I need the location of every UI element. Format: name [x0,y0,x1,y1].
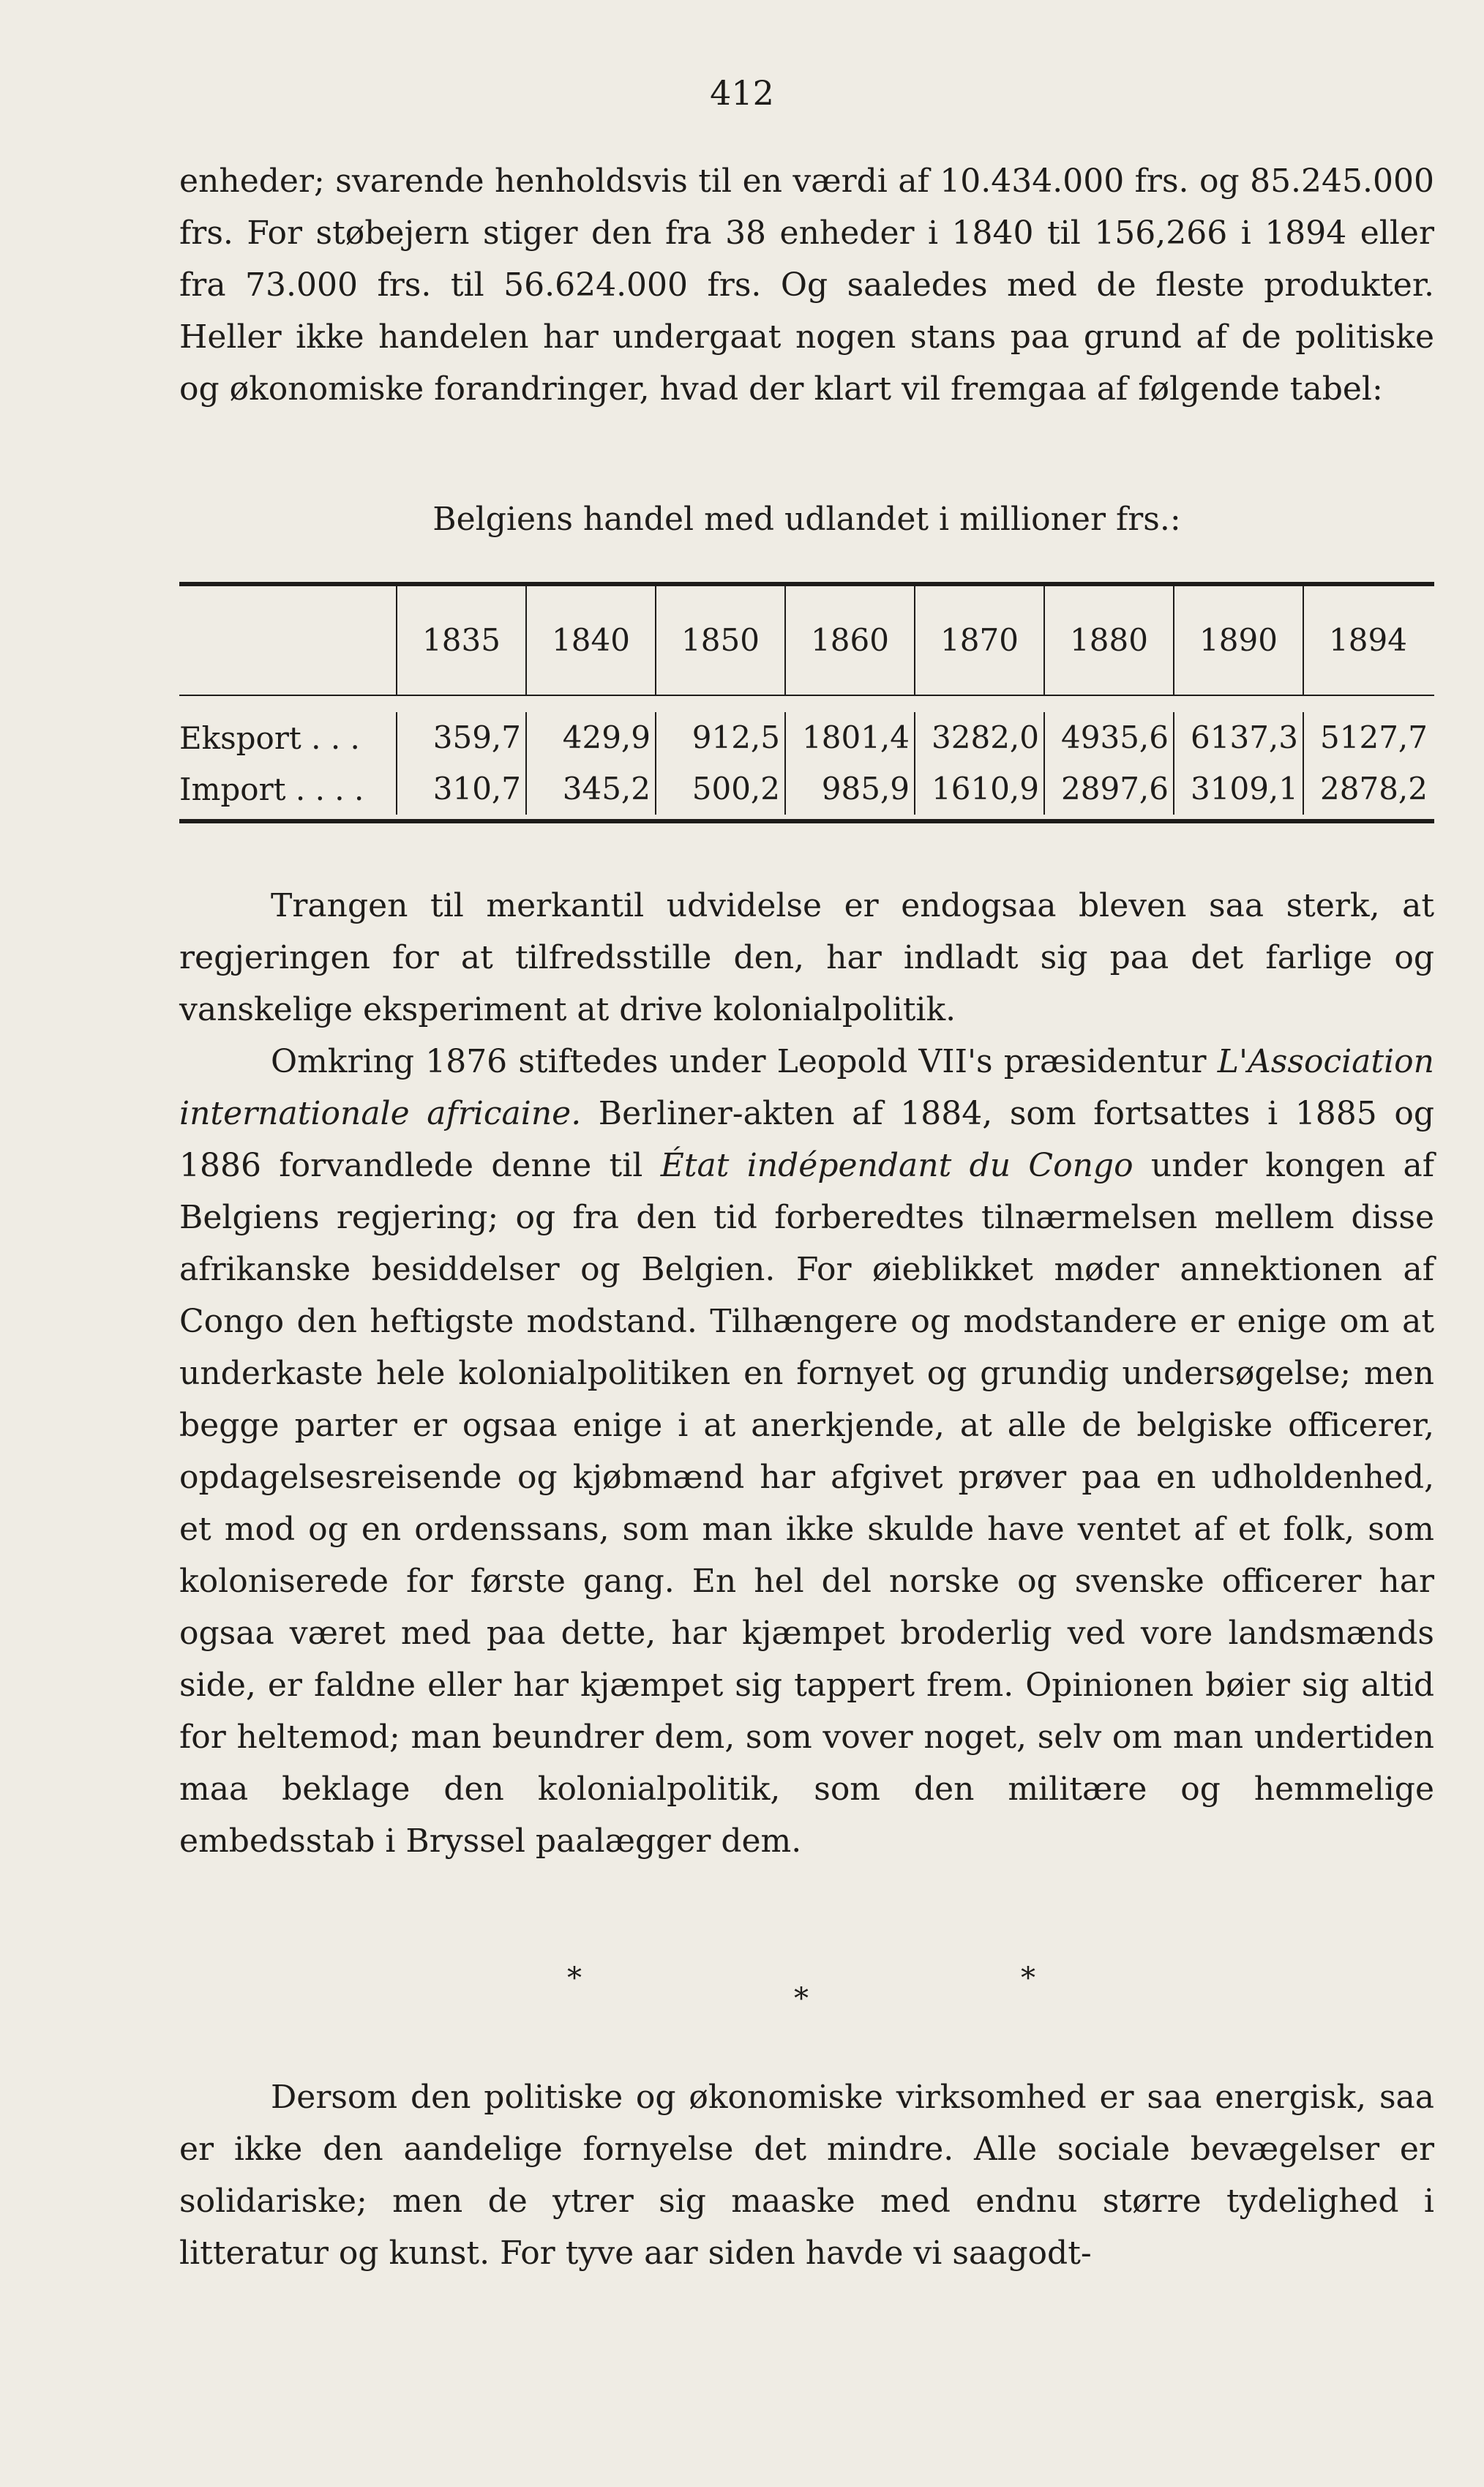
year-1835: 1835 [396,586,525,695]
year-1850: 1850 [655,586,784,695]
table-cell: 3282,0 [914,712,1043,763]
table-cell: 1801,4 [784,712,914,763]
omkring-italic-association: L'Association internationale africaine. [179,1043,1434,1132]
table-gap [179,696,1434,712]
intro-paragraph-block [179,155,1434,415]
row-label: Eksport . . . [179,719,360,756]
table-caption: Belgiens handel med udlandet i millioner frs.: [432,501,1181,538]
table-row-eksport [179,712,1434,763]
omkring-part-1: Omkring 1876 stiftedes under Leopold VII's præsidentur [271,1043,1218,1080]
year-1860: 1860 [784,586,914,695]
table-cell: 5127,7 [1303,712,1432,763]
trade-table [179,582,1434,823]
omkring-part-2: Berliner-akten af 1884, som fortsattes i 1885 og 1886 forvandlede denne til [179,1095,1434,1184]
omkring-italic-etat: État indépendant du Congo [660,1147,1133,1184]
year-1840: 1840 [525,586,655,695]
closing-block [179,2071,1434,2279]
table-header-row [179,586,1434,695]
section-break [179,1961,1434,2020]
table-cell: 4935,6 [1043,712,1173,763]
asterisk-left: * [567,1961,582,1995]
year-1870: 1870 [914,586,1043,695]
table-cell: 359,7 [396,712,525,763]
table-bottom-rule [179,819,1434,823]
table-cell: 345,2 [525,763,655,815]
intro-paragraph: enheder; svarende henholdsvis til en værdi af 10.434.000 frs. og 85.245.000 frs. For støbejern stiger den fra 38 enheder i 1840 til 156,266 i 1894 eller fra 73.000 frs. til 56.624.000 frs. Og saaledes med de fleste produkter. Heller ikke handelen har undergaat nogen stans paa grund af de politiske og økonomiske forandringer, hvad der klart vil fremgaa af følgende tabel: [179,162,1434,408]
paragraph-trangen: Trangen til merkantil udvidelse er endogsaa bleven saa sterk, at regjeringen for at tilfredsstille den, har indladt sig paa det farlige og vanskelige eksperiment at drive kolonialpolitik. [179,887,1434,1028]
asterisk-right: * [1021,1961,1035,1995]
table-cell: 429,9 [525,712,655,763]
table-cell: 310,7 [396,763,525,815]
closing-paragraph: Dersom den politiske og økonomiske virksomhed er saa energisk, saa er ikke den aandelige fornyelse det mindre. Alle sociale bevægelser er solidariske; men de ytrer sig maaske med endnu større tydelighed i litteratur og kunst. For tyve aar siden havde vi saagodt- [179,2079,1434,2272]
year-1890: 1890 [1173,586,1303,695]
year-1880: 1880 [1043,586,1173,695]
page-number: 412 [710,73,774,113]
omkring-part-3: under kongen af Belgiens regjering; og fra den tid forberedtes tilnærmelsen mellem disse afrikanske besiddelser og Belgien. For øieblikket møder annektionen af Congo den heftigste modstand. Tilhængere og modstandere er enige om at underkaste hele kolonialpolitiken en fornyet og grundig undersøgelse; men begge parter er ogsaa enige i at anerkjende, at alle de belgiske officerer, opdagelsesreisende og kjøbmænd har afgivet prøver paa en udholdenhed, et mod og en ordenssans, som man ikke skulde have ventet af et folk, som koloniserede for første gang. En hel del norske og svenske officerer har ogsaa været med paa dette, har kjæmpet broderlig ved vore landsmænds side, er faldne eller har kjæmpet sig tappert frem. Opinionen bøier sig altid for heltemod; man beundrer dem, som vover noget, selv om man undertiden maa beklage den kolonialpolitik, som den militære og hemmelige embedsstab i Bryssel paalægger dem. [179,1147,1434,1860]
table-cell: 912,5 [655,712,784,763]
table-cell: 2878,2 [1303,763,1432,815]
table-cell: 500,2 [655,763,784,815]
row-label: Import . . . . [179,771,364,807]
paragraph-omkring [179,1036,1434,1867]
asterisk-center: * [794,1982,809,2016]
table-cell: 1610,9 [914,763,1043,815]
year-1894: 1894 [1303,586,1432,695]
table-row-import [179,763,1434,815]
table-cell: 2897,6 [1043,763,1173,815]
table-cell: 985,9 [784,763,914,815]
body-text [179,880,1434,1867]
table-cell: 3109,1 [1173,763,1303,815]
table-cell: 6137,3 [1173,712,1303,763]
